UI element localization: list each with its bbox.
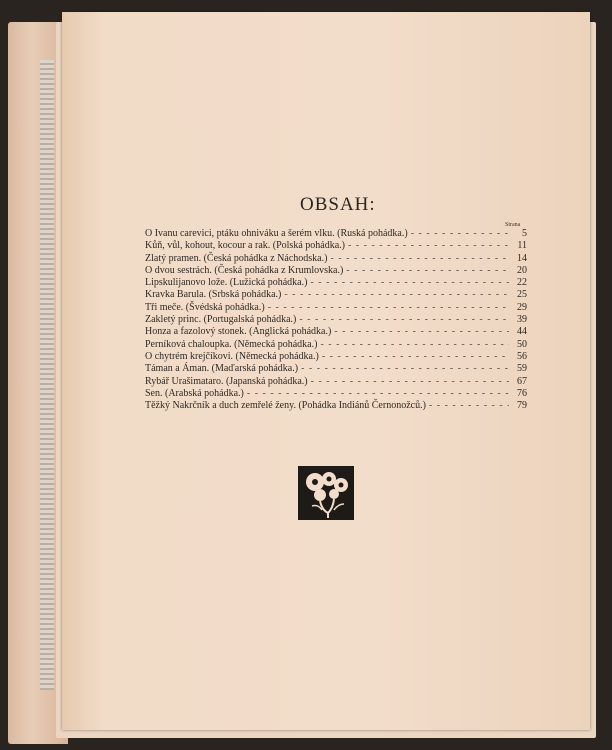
toc-entry-page: 59 — [517, 363, 527, 375]
toc-entry-title: Sen. (Arabská pohádka.) — [145, 387, 244, 399]
book-spine-binding — [40, 60, 54, 690]
toc-entry-title: Honza a fazolový stonek. (Anglická pohádka.) — [145, 326, 332, 338]
toc-leader — [319, 351, 509, 363]
toc-entry — [145, 314, 527, 326]
toc-entry — [145, 339, 527, 351]
toc-leader — [265, 302, 509, 314]
toc-leader — [426, 400, 509, 412]
toc-entry-title: Tři meče. (Švédská pohádka.) — [145, 301, 265, 313]
toc-entry-page: 11 — [517, 240, 527, 252]
toc-entry-page: 25 — [517, 289, 527, 301]
toc-leader — [296, 314, 509, 326]
toc-entry-title: Perníková chaloupka. (Německá pohádka.) — [145, 338, 318, 350]
toc-entry-page: 5 — [522, 228, 527, 239]
toc-entry-title: Rybář Urašimataro. (Japanská pohádka.) — [145, 375, 308, 387]
toc-entry-page: 29 — [517, 301, 527, 313]
toc-entry-title: Kůň, vůl, kohout, kocour a rak. (Polská pohádka.) — [145, 240, 345, 252]
toc-entry-title: Zlatý pramen. (Česká pohádka z Náchodska.) — [145, 252, 328, 264]
toc-entry — [145, 376, 527, 388]
toc-entry — [145, 302, 527, 314]
toc-entry-page: 67 — [517, 375, 527, 387]
toc-leader — [308, 376, 509, 388]
toc-leader — [408, 228, 509, 240]
toc-entry — [145, 289, 527, 301]
toc-entry — [145, 388, 527, 400]
toc-entry-title: Zakletý princ. (Portugalská pohádka.) — [145, 314, 297, 326]
toc-leader — [317, 339, 509, 351]
toc-entry-title: Lipskulijanovo lože. (Lužická pohádka.) — [145, 277, 308, 289]
toc-leader — [327, 253, 509, 265]
toc-entry — [145, 363, 527, 375]
toc-entry — [145, 240, 527, 252]
toc-leader — [307, 277, 509, 289]
toc-leader — [244, 388, 509, 400]
toc-entry — [145, 265, 527, 277]
toc-entry-page: 79 — [517, 400, 527, 412]
toc-entry-title: Kravka Barula. (Srbská pohádka.) — [145, 289, 282, 301]
toc-entry-page: 39 — [517, 314, 527, 326]
toc-entry — [145, 326, 527, 338]
toc-entry — [145, 228, 527, 240]
table-of-contents — [145, 228, 527, 412]
toc-entry-page: 20 — [517, 264, 527, 276]
toc-leader — [345, 240, 509, 252]
toc-entry-page: 14 — [517, 252, 527, 264]
toc-entry-title: Táman a Áman. (Maďarská pohádka.) — [145, 363, 299, 375]
toc-leader — [331, 326, 509, 338]
toc-entry-title: O chytrém krejčíkovi. (Německá pohádka.) — [145, 350, 319, 362]
page-title: OBSAH: — [300, 194, 376, 215]
toc-entry — [145, 400, 527, 412]
toc-entry-title: Těžký Nakrčník a duch zemřelé ženy. (Pohádka Indiánů Černonožců.) — [145, 400, 426, 412]
toc-leader — [281, 289, 509, 301]
toc-entry-page: 22 — [517, 277, 527, 289]
floral-vignette-icon — [298, 466, 354, 520]
toc-leader — [298, 363, 509, 375]
toc-entry — [145, 277, 527, 289]
page-column-label: Strana — [505, 222, 521, 228]
toc-entry-title: O Ivanu carevici, ptáku ohniváku a šerém vlku. (Ruská pohádka.) — [145, 228, 408, 239]
toc-entry-page: 50 — [517, 338, 527, 350]
toc-entry-title: O dvou sestrách. (Česká pohádka z Krumlovska.) — [145, 264, 344, 276]
toc-entry-page: 56 — [517, 350, 527, 362]
toc-entry — [145, 351, 527, 363]
toc-leader — [343, 265, 509, 277]
toc-entry-page: 44 — [517, 326, 527, 338]
toc-entry-page: 76 — [517, 387, 527, 399]
toc-entry — [145, 253, 527, 265]
